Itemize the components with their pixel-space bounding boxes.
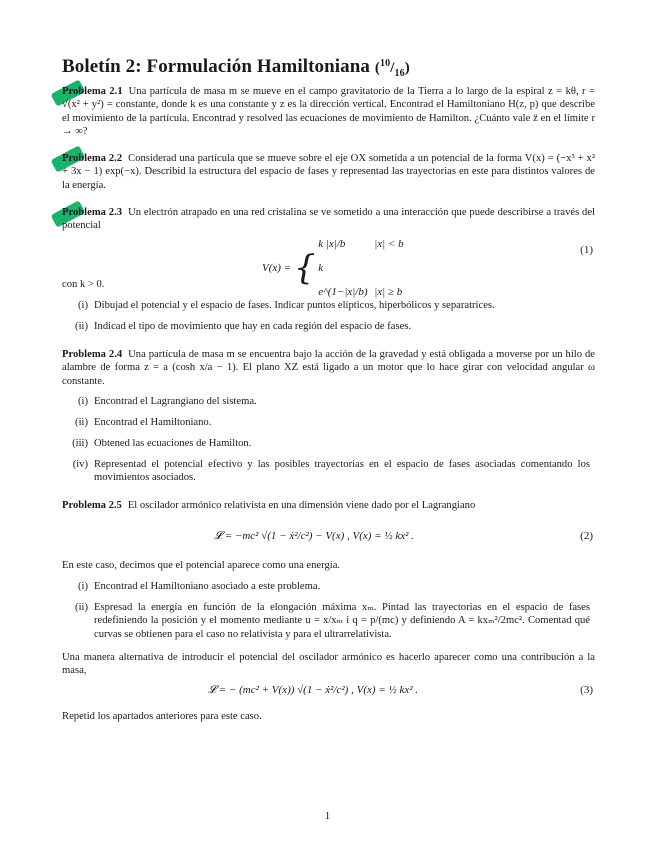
problem-2-2: [62, 152, 595, 192]
problem-2-4: [62, 348, 595, 388]
problem-2-5-extra: Una manera alternativa de introducir el potencial del oscilador armónico es hacerlo aparecer como una contribución a la masa,: [62, 652, 595, 677]
equation-number: (2): [580, 530, 593, 542]
problem-text: Considerad una partícula que se mueve sobre el eje OX sometida a un potencial de la forma V(x) = (−x³ + x² + 3x − 1) exp(−x). Describid la estructura del espacio de fases y representad las trayectorias en este para distintos valores de la energía.: [62, 153, 595, 191]
equation-3: 𝓛 = − (mc² + V(x)) √(1 − ẋ²/c²) , V(x) = ½ kx² .: [208, 684, 419, 696]
page-number: 1: [324, 810, 331, 822]
list-item: (iii) Obtened las ecuaciones de Hamilton.: [72, 438, 252, 449]
list-item: (iv) Representad el potencial efectivo y las posibles trayectorias en el espacio de fases asociadas comentando los movimientos asociados.: [72, 459, 590, 484]
problem-2-5-final: Repetid los apartados anteriores para este caso.: [62, 711, 262, 722]
equation-1: V(x) = { k |x|/b |x| < b k e^(1−|x|/b) |x| ≥ b: [262, 238, 404, 298]
problem-text: El oscilador armónico relativista en una dimensión viene dado por el Lagrangiano: [127, 500, 476, 511]
list-item: (i) Encontrad el Hamiltoniano asociado a este problema.: [78, 581, 321, 592]
grade-mark: $(^{10}/_{16})$: [374, 58, 410, 79]
problem-2-3: [62, 206, 595, 233]
equation-number: (1): [580, 244, 593, 256]
problem-2-5: [62, 499, 595, 512]
page-title: Boletín 2: Formulación Hamiltoniana $(^{10}/_{16})$: [62, 56, 410, 79]
list-item: (i) Dibujad el potencial y el espacio de fases. Indicar puntos elípticos, hiperbólicos y separatrices.: [78, 300, 495, 311]
problem-text: Una partícula de masa m se encuentra bajo la acción de la gravedad y está obligada a moverse por un hilo de alambre de forma z = a (cosh x/a − 1). El plano XZ está ligado a un motor que lo hace girar con velocidad angular ω constante.: [62, 349, 595, 387]
list-item: (ii) Espresad la energía en función de la elongación máxima xₘ. Pintad las trayectorias en el espacio de fases redefiniendo la posición y el momento mediante u = x/xₘ i q = p/(mc) y definiendo A = kxₘ²/2mc². Comentad qué curvas se obtienen para el caso no relativista y para el ultrarrelativista.: [75, 602, 590, 640]
list-item: (ii) Encontrad el Hamiltoniano.: [75, 417, 212, 428]
problem-label: Problema 2.4: [62, 349, 123, 360]
problem-2-1: [62, 85, 595, 139]
problem-label: Problema 2.3: [62, 207, 123, 218]
equation-number: (3): [580, 684, 593, 696]
problem-label: Problema 2.1: [62, 86, 123, 97]
problem-label: Problema 2.5: [62, 500, 122, 511]
equation-2: 𝓛 = −mc² √(1 − ẋ²/c²) − V(x) , V(x) = ½ kx² .: [214, 530, 414, 542]
list-item: (i) Encontrad el Lagrangiano del sistema.: [78, 396, 257, 407]
problem-text: Un electrón atrapado en una red cristalina se ve sometido a una interacción que puede describirse a través del potencial: [62, 207, 595, 232]
problem-2-3-condition: con k > 0.: [62, 279, 105, 290]
problem-text: Una partícula de masa m se mueve en el campo gravitatorio de la Tierra a lo largo de la espiral z = kθ, r = √(x² + y²) = constante, donde k es una constante y z es la dirección vertical. Encontrad el Hamiltoniano H(z, p) que describe el movimiento de la partícula. Encontrad y resolved las ecuaciones de movimiento de Hamilton. ¿Cuánto vale z̈ en el límite r → ∞?: [62, 86, 596, 138]
list-item: (ii) Indicad el tipo de movimiento que hay en cada región del espacio de fases.: [75, 321, 412, 332]
problem-2-5-note: En este caso, decimos que el potencial aparece como una energía.: [62, 560, 341, 571]
problem-label: Problema 2.2: [62, 153, 123, 164]
